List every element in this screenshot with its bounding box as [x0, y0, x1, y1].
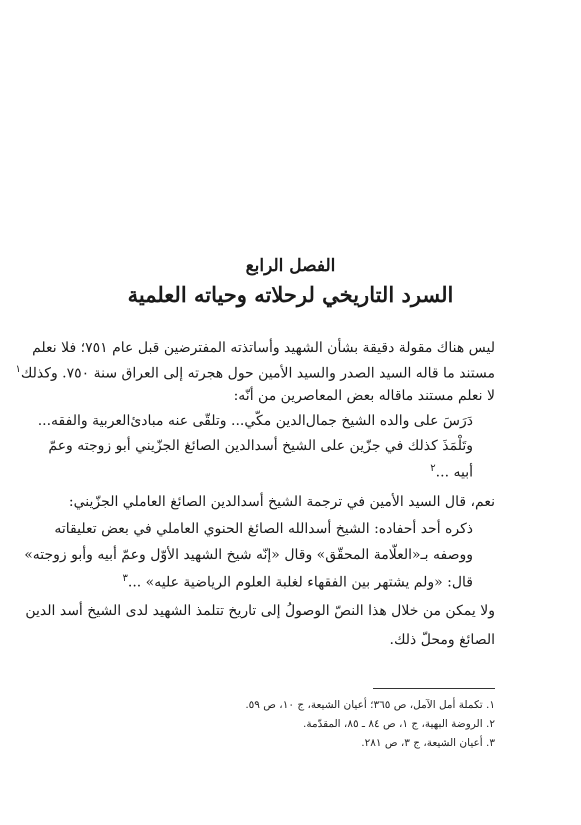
- quote-line: [85, 573, 473, 591]
- footnote-ref: ٢: [430, 463, 436, 474]
- quote-line: [85, 463, 473, 481]
- paragraph-line: نعم، قال السيد الأمين في ترجمة الشيخ أسدالدين الصائغ العاملي الجزّيني:: [68, 494, 495, 510]
- quote-line: دَرَسَ على والده الشيخ جمال‌الدين مكّي... وتلقّى عنه مبادئ‌العربية والفقه...: [37, 413, 473, 429]
- paragraph-line: ولا يمكن من خلال هذا النصّ الوصولُ إلى تاريخ تتلمذ الشهيد لدى الشيخ أسد الدين: [25, 603, 495, 619]
- paragraph-line: الصائغ ومحلّ ذلك.: [389, 632, 495, 648]
- footnote-separator: [373, 688, 495, 689]
- quote-line: ووصفه بـ«العلّامة المحقّق» وقال «إنّه شيخ الشهيد الأوّل وعمّ أبيه وأبو زوجته»: [24, 547, 473, 563]
- footnote: ١. تكملة أمل الآمل، ص ٣٦٥؛ أعيان الشيعة، ج ١٠، ص ٥٩.: [245, 699, 495, 711]
- paragraph-line: ليس هناك مقولة دقيقة بشأن الشهيد وأساتذته المفترضين قبل عام ٧٥١؛ فلا نعلم: [32, 340, 495, 356]
- quote-text: قال: «ولم يشتهر بين الفقهاء لغلبة العلوم الرياضية عليه» ...: [127, 574, 473, 591]
- footnote-ref: ١: [15, 364, 21, 375]
- paragraph-line: [15, 364, 495, 382]
- quote-text: أبيه ...: [435, 464, 473, 481]
- chapter-heading: الفصل الرابع: [245, 256, 336, 276]
- footnote: ٢. الروضة البهية، ج ١، ص ٨٤ ـ ٨٥، المقدّمة.: [302, 718, 495, 730]
- quote-line: وتَلْمَذَ كذلك في جزّين على الشيخ أسدالدين الصائغ الجزّيني أبو زوجته وعمّ: [48, 438, 473, 454]
- paragraph-line: لا نعلم مستند ماقاله بعض المعاصرين من أنّه:: [233, 388, 495, 404]
- footnote-ref: ٣: [122, 573, 128, 584]
- footnote: ٣. أعيان الشيعة، ج ٣، ص ٢٨١.: [361, 737, 495, 749]
- paragraph-text: مستند ما قاله السيد الصدر والسيد الأمين حول هجرته إلى العراق سنة ٧٥٠. وكذلك: [20, 365, 495, 382]
- chapter-title: السرد التاريخي لرحلاته وحياته العلمية: [127, 282, 454, 307]
- quote-line: ذكره أحد أحفاده: الشيخ أسدالله الصائغ الحنوي العاملي في بعض تعليقاته: [54, 521, 473, 537]
